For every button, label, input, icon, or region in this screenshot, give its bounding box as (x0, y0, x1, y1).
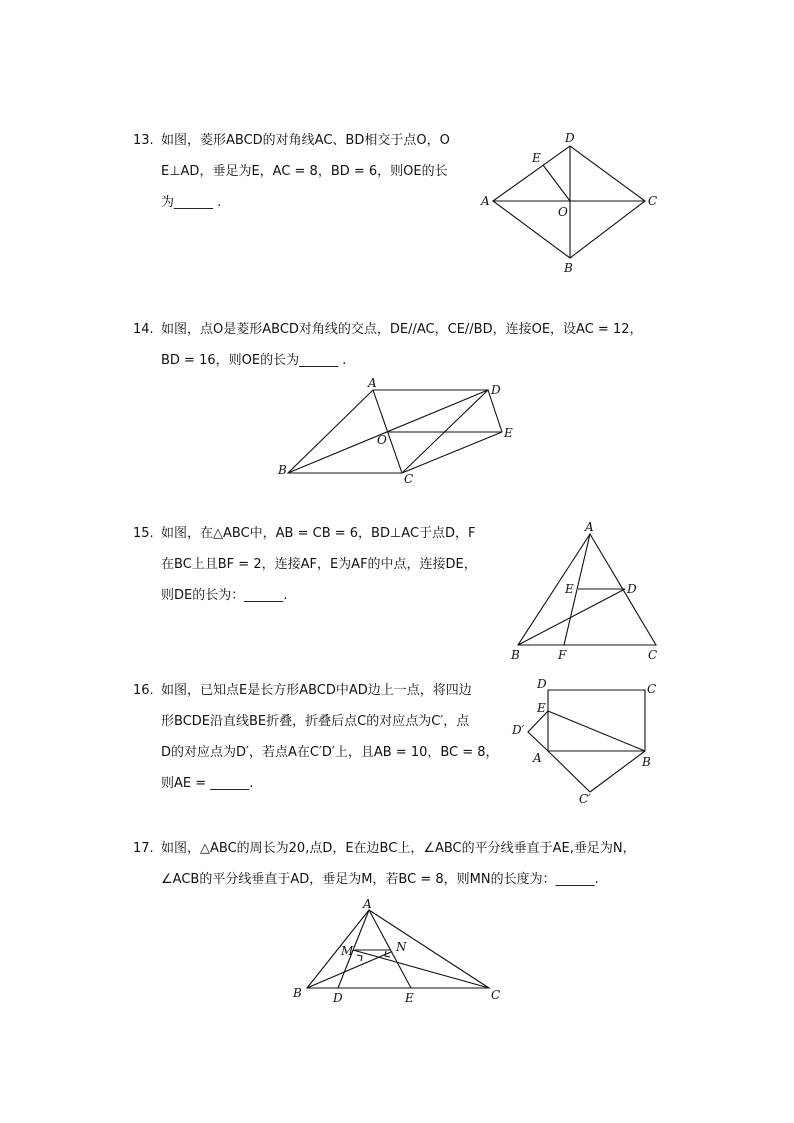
label-b: B (564, 261, 573, 275)
label-c-prime: C′ (579, 792, 591, 806)
label-b: B (642, 755, 651, 769)
label-d: D (537, 677, 547, 691)
label-e: E (532, 151, 541, 165)
label-c: C (491, 988, 501, 1002)
label-b: B (278, 463, 287, 477)
problem-text-line: E⊥AD，垂足为E，AC = 8，BD = 6，则OE的长 (161, 164, 448, 179)
label-a: A (585, 520, 594, 534)
problem-text-line: ∠ACB的平分线垂直于AD，垂足为M，若BC = 8，则MN的长度为：______. (161, 872, 599, 887)
label-o: O (558, 205, 568, 219)
problem-text-line: 如图，点O是菱形ABCD对角线的交点，DE//AC，CE//BD，连接OE，设AC = 12， (161, 322, 643, 337)
problem-text-line: 如图，在△ABC中，AB = CB = 6，BD⊥AC于点D，F (161, 526, 476, 541)
label-n: N (396, 940, 407, 954)
problem-text-line: D的对应点为D′，若点A在C′D′上，且AB = 10，BC = 8， (161, 745, 499, 760)
problem-text-line: 如图，菱形ABCD的对角线AC、BD相交于点O，O (161, 133, 450, 148)
problem-number: 14. (133, 322, 154, 337)
label-d-prime: D′ (512, 723, 525, 737)
problem-text-line: BD = 16，则OE的长为______ . (161, 353, 347, 368)
label-d: D (627, 582, 637, 596)
label-e: E (405, 991, 414, 1005)
right-angle-m (357, 955, 362, 961)
label-o: O (377, 433, 387, 447)
problem-number: 15. (133, 526, 154, 541)
label-a: A (533, 751, 542, 765)
problem-text-line: 如图，已知点E是长方形ABCD中AD边上一点，将四边 (161, 683, 472, 698)
label-e: E (565, 582, 574, 596)
label-c: C (647, 682, 657, 696)
problem-number: 16. (133, 683, 154, 698)
problem-text-line: 则AE = ______. (161, 776, 254, 791)
label-a: A (368, 376, 377, 390)
label-e: E (504, 426, 513, 440)
problem-text-line: 则DE的长为：______. (161, 588, 288, 603)
label-m: M (341, 944, 354, 958)
label-c: C (404, 472, 414, 486)
label-c: C (648, 648, 658, 662)
problem-text-line: 形BCDE沿直线BE折叠，折叠后点C的对应点为C′，点 (161, 714, 470, 729)
label-d: D (491, 383, 501, 397)
label-f: F (558, 648, 567, 662)
label-b: B (293, 986, 302, 1000)
bisector-c (353, 950, 489, 988)
problem-text-line: 为______ . (161, 195, 222, 210)
label-d: D (565, 131, 575, 145)
problem-text-line: 在BC上且BF = 2，连接AF，E为AF的中点，连接DE， (161, 557, 477, 572)
label-d: D (333, 991, 343, 1005)
label-a: A (481, 194, 490, 208)
problem-number: 13. (133, 133, 154, 148)
label-a: A (363, 897, 372, 911)
label-e: E (537, 701, 546, 715)
label-b: B (511, 648, 520, 662)
label-c: C (648, 194, 658, 208)
problem-text-line: 如图，△ABC的周长为20,点D，E在边BC上，∠ABC的平分线垂直于AE,垂足为N， (161, 841, 636, 856)
problem-number: 17. (133, 841, 154, 856)
